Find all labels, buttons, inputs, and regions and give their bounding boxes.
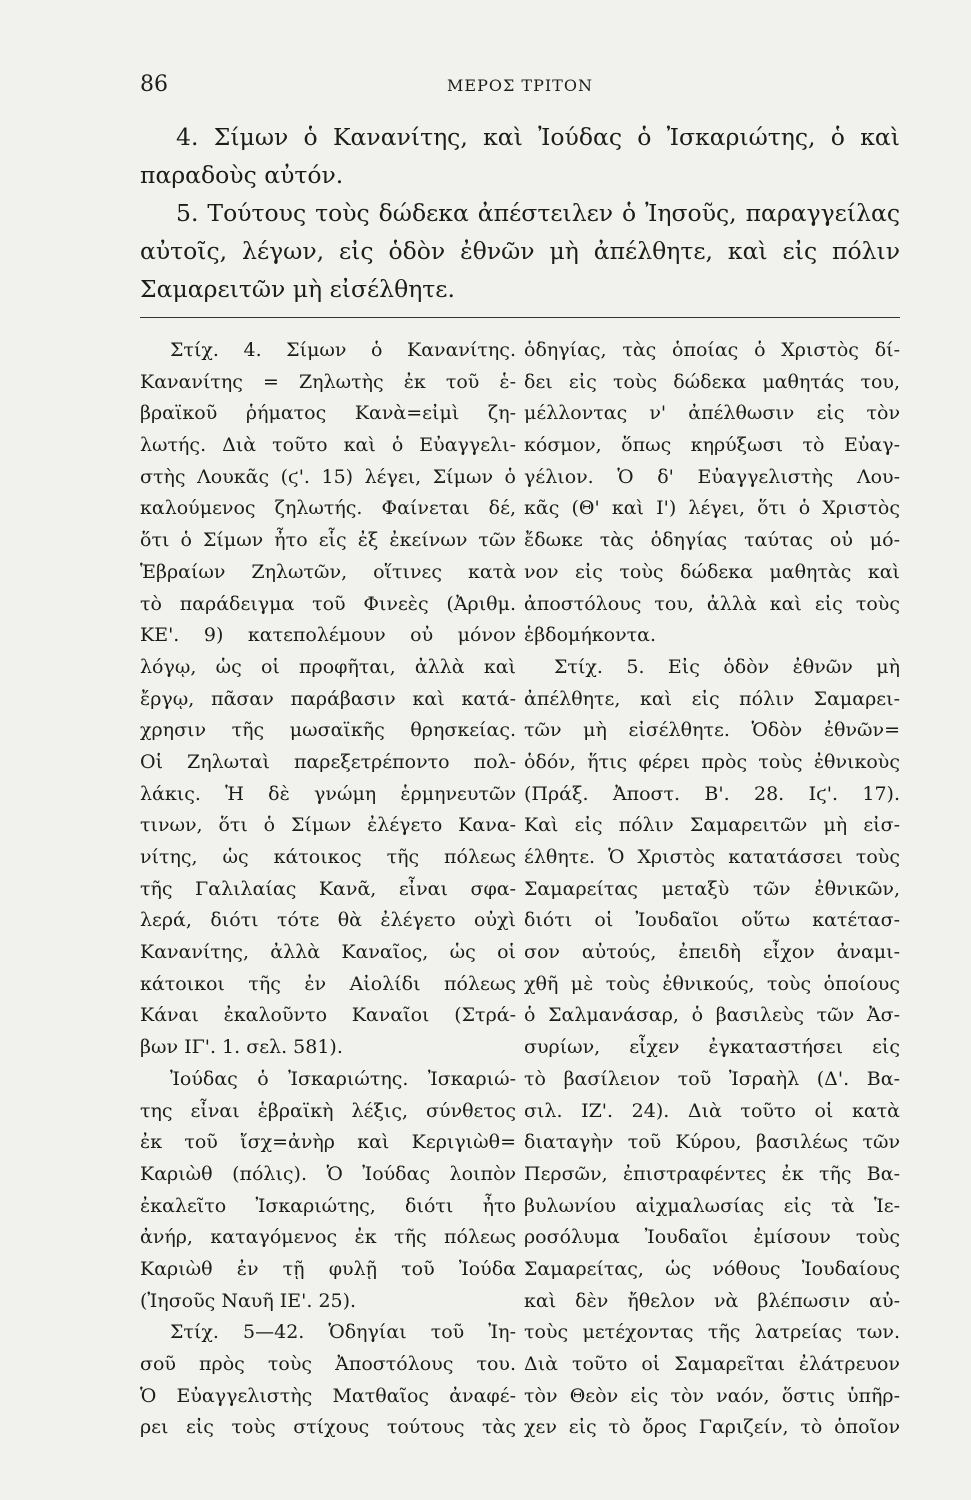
commentary-line: Στίχ. 4. Σίμων ὁ Κανανίτης. bbox=[170, 339, 516, 361]
commentary-line: βυλωνίου αἰχμαλωσίας εἰς τὰ Ἱε- bbox=[524, 1194, 900, 1217]
commentary-line: σον αὐτούς, ἐπειδὴ εἶχον ἀναμι- bbox=[524, 941, 900, 964]
commentary-line: ἀπέλθητε, καὶ εἰς πόλιν Σαμαρει- bbox=[524, 687, 900, 710]
commentary-line: Κάναι ἐκαλοῦντο Καναῖοι (Στρά- bbox=[140, 1004, 516, 1027]
verse-5: 5. Τούτους τοὺς δώδεκα ἀπέστειλεν ὁ Ἰησοῦς, παραγγείλας αὐτοῖς, λέγων, εἰς ὁδὸν ἐθνῶν μὴ ἀπέλθητε, καὶ εἰς πόλιν Σαμαρειτῶν μὴ εἰσέλθητε. bbox=[140, 199, 900, 303]
commentary-line: σιλ. ΙΖ'. 24). Διὰ τοῦτο οἱ κατὰ bbox=[524, 1099, 900, 1122]
commentary-line: κάτοικοι τῆς ἐν Αἰολίδι πόλεως bbox=[140, 972, 516, 995]
commentary-line: Οἱ Ζηλωταὶ παρεξετρέποντο πολ- bbox=[140, 750, 516, 773]
commentary-line: καὶ δὲν ἤθελον νὰ βλέπωσιν αὐ- bbox=[524, 1289, 900, 1312]
commentary-line: γέλιον. Ὁ δ' Εὐαγγελιστὴς Λου- bbox=[524, 465, 900, 488]
page-header bbox=[140, 72, 900, 102]
commentary-line: Ἰούδας ὁ Ἰσκαριώτης. Ἰσκαριώ- bbox=[170, 1067, 516, 1090]
commentary-line: Διὰ τοῦτο οἱ Σαμαρεῖται ἐλάτρευον bbox=[524, 1353, 900, 1375]
commentary-line: λωτής. Διὰ τοῦτο καὶ ὁ Εὐαγγελι- bbox=[140, 434, 516, 457]
commentary-line: λάκις. Ἡ δὲ γνώμη ἑρμηνευτῶν bbox=[140, 782, 516, 805]
commentary-line: Κανανίτης = Ζηλωτὴς ἐκ τοῦ ἑ- bbox=[140, 370, 516, 393]
commentary-line: ἔργῳ, πᾶσαν παράβασιν καὶ κατά- bbox=[140, 687, 516, 710]
commentary-line: ὁ Σαλμανάσαρ, ὁ βασιλεὺς τῶν Ἀσ- bbox=[524, 1004, 900, 1027]
commentary-line: ροσόλυμα Ἰουδαῖοι ἐμίσουν τοὺς bbox=[524, 1226, 900, 1249]
commentary-line: Καὶ εἰς πόλιν Σαμαρειτῶν μὴ εἰσ- bbox=[524, 814, 900, 837]
commentary-line: ἐκαλεῖτο Ἰσκαριώτης, διότι ἦτο bbox=[140, 1194, 516, 1217]
running-title: ΜΕΡΟΣ ΤΡΙΤΟΝ bbox=[447, 76, 593, 95]
commentary-line: ἑβδομήκοντα. bbox=[524, 624, 657, 647]
commentary-line: Περσῶν, ἐπιστραφέντες ἐκ τῆς Βα- bbox=[524, 1162, 900, 1185]
commentary-line: τὸν Θεὸν εἰς τὸν ναόν, ὅστις ὑπῆρ- bbox=[524, 1384, 900, 1407]
commentary-line: σοῦ πρὸς τοὺς Ἀποστόλους του. bbox=[140, 1353, 516, 1375]
commentary-line: νίτης, ὡς κάτοικος τῆς πόλεως bbox=[140, 846, 516, 868]
commentary-line: μέλλοντας ν' ἀπέλθωσιν εἰς τὸν bbox=[524, 402, 900, 425]
commentary-line: συρίων, εἶχεν ἐγκαταστήσει εἰς bbox=[524, 1036, 900, 1059]
commentary-line: Ἑβραίων Ζηλωτῶν, οἵτινες κατὰ bbox=[140, 560, 516, 583]
commentary-line: ἀποστόλους του, ἀλλὰ καὶ εἰς τοὺς bbox=[524, 592, 900, 615]
commentary-line: ὅτι ὁ Σίμων ἦτο εἷς ἐξ ἐκείνων τῶν bbox=[140, 529, 516, 552]
commentary-line: (Ἰησοῦς Ναυῆ ΙΕ'. 25). bbox=[140, 1289, 357, 1312]
page-number: 86 bbox=[140, 72, 168, 97]
commentary-line: Στίχ. 5. Εἰς ὁδὸν ἐθνῶν μὴ bbox=[554, 655, 900, 678]
commentary-line: ἀνήρ, καταγόμενος ἐκ τῆς πόλεως bbox=[140, 1226, 516, 1249]
commentary-line: ὁδηγίας, τὰς ὁποίας ὁ Χριστὸς δί- bbox=[524, 339, 900, 361]
commentary-line: Σαμαρείτας μεταξὺ τῶν ἐθνικῶν, bbox=[524, 877, 900, 900]
commentary-line: κόσμον, ὅπως κηρύξωσι τὸ Εὐαγ- bbox=[524, 434, 900, 457]
commentary-line: τὸ βασίλειον τοῦ Ἰσραὴλ (Δ'. Βα- bbox=[524, 1067, 900, 1090]
commentary-line: στὴς Λουκᾶς (ϛ'. 15) λέγει, Σίμων ὁ bbox=[140, 465, 516, 488]
commentary-line: ρει εἰς τοὺς στίχους τούτους τὰς bbox=[140, 1416, 516, 1439]
commentary-line: Κανανίτης, ἀλλὰ Καναῖος, ὡς οἱ bbox=[140, 941, 516, 964]
commentary-line: χεν εἰς τὸ ὄρος Γαριζείν, τὸ ὁποῖον bbox=[524, 1416, 900, 1439]
commentary-line: τοὺς μετέχοντας τῆς λατρείας των. bbox=[524, 1321, 900, 1344]
commentary-line: τὸ παράδειγμα τοῦ Φινεὲς (Ἀριθμ. bbox=[140, 592, 516, 615]
commentary-line: ΚΕ'. 9) κατεπολέμουν οὐ μόνον bbox=[140, 624, 516, 647]
commentary-line: λερά, διότι τότε θὰ ἐλέγετο οὐχὶ bbox=[140, 909, 516, 932]
commentary-line: της εἶναι ἑβραϊκὴ λέξις, σύνθετος bbox=[140, 1099, 516, 1122]
commentary-line: διότι οἱ Ἰουδαῖοι οὕτω κατέτασ- bbox=[524, 909, 900, 932]
commentary-line: τῆς Γαλιλαίας Κανᾶ, εἶναι σφα- bbox=[140, 877, 516, 900]
commentary-line: κᾶς (Θ' καὶ Ι') λέγει, ὅτι ὁ Χριστὸς bbox=[524, 497, 900, 520]
commentary-left-column bbox=[140, 335, 516, 1444]
commentary-line: έλθητε. Ὁ Χριστὸς κατατάσσει τοὺς bbox=[524, 846, 900, 868]
commentary-line: δει εἰς τοὺς δώδεκα μαθητάς του, bbox=[524, 370, 900, 393]
commentary-line: νον εἰς τοὺς δώδεκα μαθητὰς καὶ bbox=[524, 560, 900, 583]
commentary-line: Στίχ. 5—42. Ὁδηγίαι τοῦ Ἰη- bbox=[170, 1321, 516, 1344]
section-divider bbox=[140, 317, 900, 318]
commentary-line: ἐκ τοῦ ἴσχ=ἀνὴρ καὶ Κεριγιὼθ= bbox=[140, 1131, 516, 1154]
commentary-line: χρησιν τῆς μωσαϊκῆς θρησκείας. bbox=[140, 719, 516, 742]
commentary-line: βων ΙΓ'. 1. σελ. 581). bbox=[140, 1036, 343, 1059]
commentary-line: Καριὼθ (πόλις). Ὁ Ἰούδας λοιπὸν bbox=[140, 1162, 516, 1185]
commentary-line: ὁδόν, ἥτις φέρει πρὸς τοὺς ἐθνικοὺς bbox=[524, 750, 900, 773]
commentary-right-column bbox=[524, 335, 900, 1444]
commentary-line: τῶν μὴ εἰσέλθητε. Ὁδὸν ἐθνῶν= bbox=[524, 719, 900, 742]
commentary-line: βραϊκοῦ ῥήματος Κανὰ=εἰμὶ ζη- bbox=[140, 402, 516, 425]
commentary-line: Καριὼθ ἐν τῇ φυλῇ τοῦ Ἰούδα bbox=[140, 1257, 516, 1280]
commentary-line: Ὁ Εὐαγγελιστὴς Ματθαῖος ἀναφέ- bbox=[140, 1384, 516, 1407]
scripture-verses bbox=[140, 118, 900, 308]
commentary-line: τινων, ὅτι ὁ Σίμων ἐλέγετο Κανα- bbox=[140, 814, 516, 837]
commentary-line: χθῆ μὲ τοὺς ἐθνικούς, τοὺς ὁποίους bbox=[524, 972, 900, 995]
commentary-line: καλούμενος ζηλωτής. Φαίνεται δέ, bbox=[140, 497, 516, 520]
commentary-line: (Πράξ. Ἀποστ. Β'. 28. Iϛ'. 17). bbox=[524, 782, 900, 805]
commentary-line: λόγῳ, ὡς οἱ προφῆται, ἀλλὰ καὶ bbox=[140, 655, 516, 678]
commentary-line: ἔδωκε τὰς ὁδηγίας ταύτας οὐ μό- bbox=[524, 529, 900, 552]
commentary-line: διαταγὴν τοῦ Κύρου, βασιλέως τῶν bbox=[524, 1131, 900, 1154]
verse-4: 4. Σίμων ὁ Κανανίτης, καὶ Ἰούδας ὁ Ἰσκαριώτης, ὁ καὶ παραδοὺς αὐτόν. bbox=[140, 123, 900, 189]
commentary-line: Σαμαρείτας, ὡς νόθους Ἰουδαίους bbox=[524, 1257, 900, 1280]
